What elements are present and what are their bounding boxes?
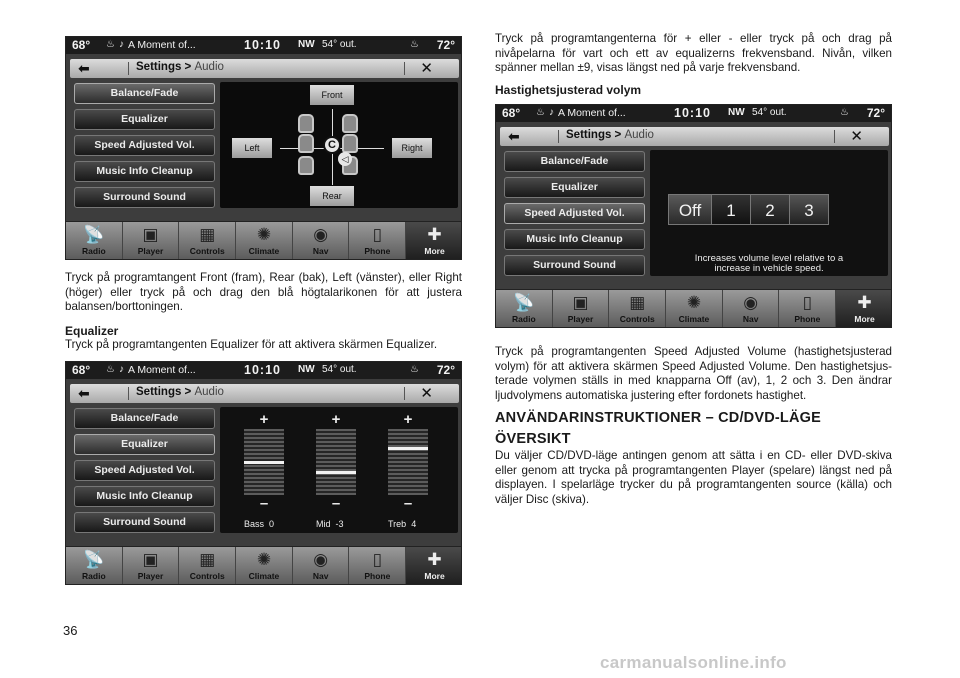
screen-equalizer — [65, 361, 462, 585]
caption-balance: Tryck på programtangent Front (fram), Rear (bak), Left (vänster), eller Right (höger) eller tryck på och drag den blå högtalarikonen för att justera balansen/borttoningen. — [65, 271, 462, 314]
back-arrow-icon[interactable]: ⬅ — [508, 128, 520, 144]
tab-more[interactable] — [406, 222, 462, 260]
tab-label: Nav — [312, 246, 329, 256]
radio-icon: 📡 — [83, 225, 105, 244]
breadcrumb — [136, 61, 224, 73]
tab-label: Controls — [189, 571, 225, 581]
breadcrumb-audio: Audio — [194, 61, 224, 73]
screen-balance-fade — [65, 36, 462, 260]
menu-speed-adjusted-vol[interactable]: Speed Adjusted Vol. — [74, 460, 215, 481]
tab-label: Phone — [364, 246, 391, 256]
tab-radio[interactable] — [66, 222, 123, 260]
now-playing: A Moment of... — [558, 107, 626, 119]
menu-balance-fade[interactable]: Balance/Fade — [74, 408, 215, 429]
bottom-nav — [496, 289, 891, 327]
seat-icon — [298, 114, 314, 133]
eq-level-slider[interactable] — [244, 429, 284, 495]
tab-label: Nav — [742, 314, 759, 324]
breadcrumb — [136, 386, 224, 398]
seat-heat-right-icon[interactable]: ♨ — [840, 107, 849, 118]
now-playing: A Moment of... — [128, 364, 196, 376]
seat-heat-icon[interactable]: ♨ — [106, 364, 115, 375]
breadcrumb-audio: Audio — [194, 386, 224, 398]
tab-climate[interactable] — [666, 290, 723, 328]
tab-label: Player — [567, 314, 594, 324]
tab-controls[interactable] — [179, 547, 236, 585]
equalizer-body: Tryck på programtangenten Equalizer för att aktivera skärmen Equalizer. — [65, 338, 438, 351]
eq-level-knob[interactable] — [316, 471, 356, 474]
tab-phone[interactable] — [350, 547, 407, 585]
now-playing: A Moment of... — [128, 39, 196, 51]
bottom-nav — [66, 221, 461, 259]
eq-level-knob[interactable] — [244, 461, 284, 464]
radio-icon: 📡 — [513, 293, 535, 312]
settings-content — [220, 82, 458, 208]
divider — [128, 62, 129, 75]
tab-label: Climate — [248, 246, 280, 256]
phone-icon: ▯ — [372, 225, 383, 244]
seat-heat-right-icon[interactable]: ♨ — [410, 364, 419, 375]
speed-volume-description — [650, 254, 888, 274]
title-bar — [70, 384, 459, 403]
overview-heading: ÖVERSIKT — [495, 431, 571, 447]
menu-music-info-cleanup[interactable]: Music Info Cleanup — [504, 229, 645, 250]
passenger-temp[interactable]: 72° — [436, 38, 455, 52]
tab-label: More — [424, 246, 445, 256]
tab-controls[interactable] — [179, 222, 236, 260]
eq-minus-button[interactable]: – — [403, 495, 413, 512]
clock: 10:10 — [244, 363, 281, 377]
menu-balance-fade[interactable]: Balance/Fade — [74, 83, 215, 104]
driver-temp[interactable]: 68° — [502, 106, 521, 120]
rear-button[interactable]: Rear — [310, 186, 354, 206]
speed-option-2[interactable]: 2 — [750, 194, 790, 225]
tab-label: Nav — [312, 571, 329, 581]
breadcrumb-settings: Settings > — [566, 129, 622, 141]
eq-minus-button[interactable]: – — [331, 495, 341, 512]
tab-controls[interactable] — [609, 290, 666, 328]
compass: NW — [298, 364, 315, 375]
close-icon[interactable]: ✕ — [850, 128, 863, 145]
tab-label: Radio — [82, 571, 106, 581]
eq-minus-button[interactable]: – — [259, 495, 269, 512]
tab-climate[interactable] — [236, 222, 293, 260]
eq-band-treb[interactable] — [386, 413, 430, 513]
passenger-temp[interactable]: 72° — [866, 106, 885, 120]
eq-band-name: Mid — [316, 519, 331, 529]
nav-icon: ◉ — [313, 550, 329, 569]
menu-music-info-cleanup[interactable]: Music Info Cleanup — [74, 486, 215, 507]
compass: NW — [298, 39, 315, 50]
passenger-temp[interactable]: 72° — [436, 363, 455, 377]
tab-label: Radio — [82, 246, 106, 256]
music-note-icon: ♪ — [549, 107, 554, 118]
eq-band-value: -3 — [335, 519, 344, 529]
tab-label: More — [424, 571, 445, 581]
menu-music-info-cleanup[interactable]: Music Info Cleanup — [74, 161, 215, 182]
tab-nav[interactable] — [293, 222, 350, 260]
right-button[interactable]: Right — [392, 138, 432, 158]
outside-temp: 54° out. — [752, 107, 787, 118]
music-note-icon: ♪ — [119, 364, 124, 375]
menu-equalizer[interactable]: Equalizer — [74, 109, 215, 130]
tab-label: Radio — [512, 314, 536, 324]
eq-band-label — [244, 519, 274, 529]
radio-icon: 📡 — [83, 550, 105, 569]
paragraph-equalizer-bands: Tryck på programtangenterna för + eller - eller tryck på och drag på nivåpelarna för vart och ett av equalizerns frekvensband. Nivån, vilken spänner mellan ±9, visas längst ned på varje frekvensband. — [495, 32, 892, 75]
speed-heading: Hastighetsjusterad volym — [495, 83, 642, 97]
breadcrumb-audio: Audio — [624, 129, 654, 141]
tab-label: Climate — [678, 314, 710, 324]
status-bar — [66, 37, 461, 54]
paragraph-speed-volume: Tryck på programtangenten Speed Adjusted Volume (hastighetsjusterad volym) för att aktivera skärmen Speed Adjusted Volume. Den hastighetsjus-terade volymen ställs in med knapparna Off (av), 1, 2 och 3. Den ändrar ljudvolymens automatiska justering efter fordonets hastighet. — [495, 345, 892, 402]
eq-band-label — [388, 519, 416, 529]
screen-speed-adjusted-volume — [495, 104, 892, 328]
tab-more[interactable] — [836, 290, 892, 328]
player-icon: ▣ — [142, 550, 159, 569]
eq-plus-button[interactable]: + — [403, 411, 413, 428]
menu-balance-fade[interactable]: Balance/Fade — [504, 151, 645, 172]
back-arrow-icon[interactable]: ⬅ — [78, 385, 90, 401]
tab-label: Controls — [619, 314, 655, 324]
watermark: carmanualsonline.info — [600, 653, 787, 672]
speed-option-3[interactable]: 3 — [789, 194, 829, 225]
speed-option-off[interactable]: Off — [668, 194, 712, 225]
tab-label: Phone — [364, 571, 391, 581]
controls-icon: ▦ — [199, 225, 216, 244]
eq-band-mid[interactable] — [314, 413, 358, 513]
tab-label: More — [854, 314, 875, 324]
breadcrumb — [566, 129, 654, 141]
title-bar — [500, 127, 889, 146]
eq-level-slider[interactable] — [316, 429, 356, 495]
seat-icon — [342, 114, 358, 133]
tab-label: Player — [137, 246, 164, 256]
tab-player[interactable] — [123, 222, 180, 260]
nav-icon: ◉ — [743, 293, 759, 312]
left-button[interactable]: Left — [232, 138, 272, 158]
eq-level-knob[interactable] — [388, 447, 428, 450]
tab-phone[interactable] — [780, 290, 837, 328]
page-number: 36 — [63, 623, 78, 638]
seat-icon — [298, 134, 314, 153]
close-icon[interactable]: ✕ — [420, 385, 433, 402]
balance-center-button[interactable]: C — [323, 136, 341, 154]
driver-temp[interactable]: 68° — [72, 38, 91, 52]
speed-option-1[interactable]: 1 — [711, 194, 751, 225]
outside-temp: 54° out. — [322, 39, 357, 50]
player-icon: ▣ — [142, 225, 159, 244]
eq-plus-button[interactable]: + — [331, 411, 341, 428]
close-icon[interactable]: ✕ — [420, 60, 433, 77]
equalizer-heading: Equalizer — [65, 324, 119, 338]
tab-radio[interactable] — [66, 547, 123, 585]
tab-phone[interactable] — [350, 222, 407, 260]
tab-radio[interactable] — [496, 290, 553, 328]
tab-label: Player — [137, 571, 164, 581]
climate-icon: ✺ — [686, 293, 702, 312]
title-bar — [70, 59, 459, 78]
menu-equalizer[interactable]: Equalizer — [504, 177, 645, 198]
menu-surround-sound[interactable]: Surround Sound — [504, 255, 645, 276]
tab-climate[interactable] — [236, 547, 293, 585]
tab-label: Climate — [248, 571, 280, 581]
more-icon: ✚ — [427, 225, 442, 244]
divider — [834, 130, 835, 143]
speed-volume-selector — [668, 194, 829, 225]
more-icon: ✚ — [857, 293, 872, 312]
paragraph-overview: Du väljer CD/DVD-läge antingen genom att sätta i en CD- eller DVD-skiva eller genom att trycka på programtangenten Player (spelare) längst ned på displayen. I spelarläge trycker du på programtangenten source (källa) och väljer Disc (skiva). — [495, 449, 892, 506]
controls-icon: ▦ — [629, 293, 646, 312]
description-line: increase in vehicle speed. — [714, 263, 824, 274]
breadcrumb-settings: Settings > — [136, 61, 192, 73]
eq-band-name: Treb — [388, 519, 407, 529]
eq-plus-button[interactable]: + — [259, 411, 269, 428]
driver-temp[interactable]: 68° — [72, 363, 91, 377]
tab-nav[interactable] — [293, 547, 350, 585]
status-bar — [496, 105, 891, 122]
front-button[interactable]: Front — [310, 85, 354, 105]
more-icon: ✚ — [427, 550, 442, 569]
phone-icon: ▯ — [802, 293, 813, 312]
phone-icon: ▯ — [372, 550, 383, 569]
tab-player[interactable] — [553, 290, 610, 328]
eq-band-value: 4 — [411, 519, 417, 529]
seat-heat-icon[interactable]: ♨ — [106, 39, 115, 50]
compass: NW — [728, 107, 745, 118]
menu-equalizer[interactable]: Equalizer — [74, 434, 215, 455]
divider — [128, 387, 129, 400]
seat-heat-right-icon[interactable]: ♨ — [410, 39, 419, 50]
divider — [404, 62, 405, 75]
menu-surround-sound[interactable]: Surround Sound — [74, 187, 215, 208]
player-icon: ▣ — [572, 293, 589, 312]
music-note-icon: ♪ — [119, 39, 124, 50]
divider — [404, 387, 405, 400]
bottom-nav — [66, 546, 461, 584]
breadcrumb-settings: Settings > — [136, 386, 192, 398]
back-arrow-icon[interactable]: ⬅ — [78, 60, 90, 76]
eq-band-name: Bass — [244, 519, 265, 529]
clock: 10:10 — [674, 106, 711, 120]
menu-speed-adjusted-vol[interactable]: Speed Adjusted Vol. — [504, 203, 645, 224]
menu-speed-adjusted-vol[interactable]: Speed Adjusted Vol. — [74, 135, 215, 156]
status-bar — [66, 362, 461, 379]
settings-content — [650, 150, 888, 276]
seat-heat-icon[interactable]: ♨ — [536, 107, 545, 118]
eq-band-label — [316, 519, 344, 529]
eq-band-bass[interactable] — [242, 413, 286, 513]
seat-icon — [298, 156, 314, 175]
outside-temp: 54° out. — [322, 364, 357, 375]
menu-surround-sound[interactable]: Surround Sound — [74, 512, 215, 533]
tab-nav[interactable] — [723, 290, 780, 328]
tab-more[interactable] — [406, 547, 462, 585]
climate-icon: ✺ — [256, 225, 272, 244]
settings-content — [220, 407, 458, 533]
tab-label: Controls — [189, 246, 225, 256]
seat-icon — [342, 134, 358, 153]
eq-level-slider[interactable] — [388, 429, 428, 495]
clock: 10:10 — [244, 38, 281, 52]
nav-icon: ◉ — [313, 225, 329, 244]
tab-label: Phone — [794, 314, 821, 324]
controls-icon: ▦ — [199, 550, 216, 569]
description-line: Increases volume level relative to a — [694, 253, 844, 264]
tab-player[interactable] — [123, 547, 180, 585]
eq-band-value: 0 — [269, 519, 275, 529]
speaker-icon[interactable]: ◁ — [338, 152, 352, 166]
climate-icon: ✺ — [256, 550, 272, 569]
divider — [558, 130, 559, 143]
section-heading: ANVÄNDARINSTRUKTIONER – CD/DVD-LÄGE — [495, 410, 822, 426]
